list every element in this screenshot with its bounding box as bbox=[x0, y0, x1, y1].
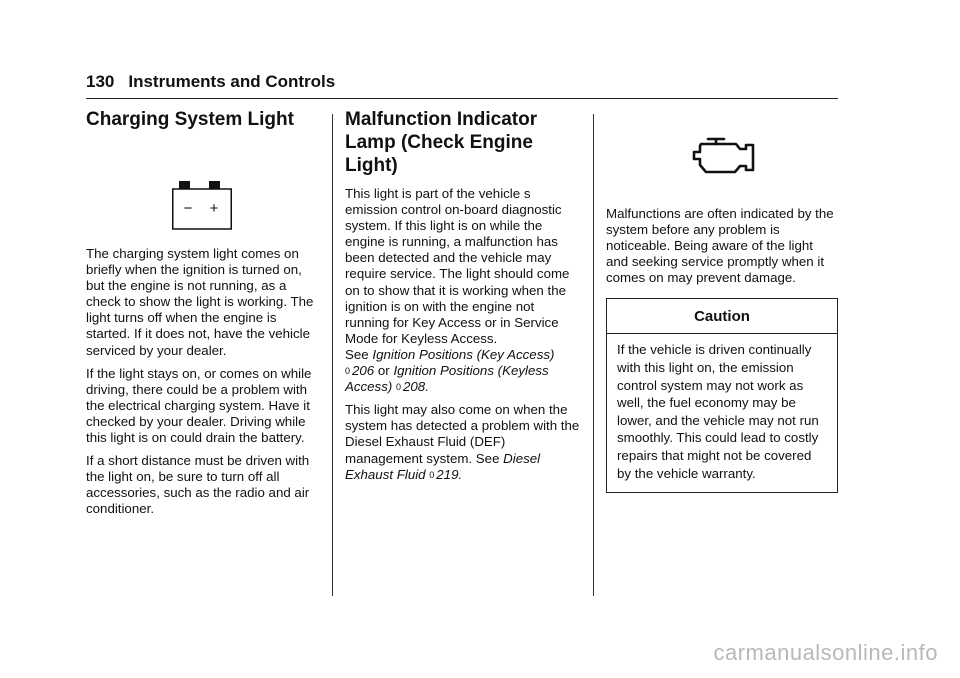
ref-page-208[interactable]: 208 bbox=[403, 379, 426, 395]
paragraph-3: If a short distance must be driven with the light on, be sure to turn off all accessories, such as the radio and air conditioner. bbox=[86, 453, 310, 517]
engine-icon-wrap bbox=[606, 108, 838, 206]
ref-page-219[interactable]: 219 bbox=[436, 466, 459, 482]
or-text: or bbox=[377, 363, 390, 379]
paragraph-1: This light is part of the vehicle s emission control on-board diagnostic system. If this light is on while the engine is running, a malfunction has been detected and the vehicle may require service. The light should come on to show that it is working when the ignition is on with the engine not running for Key Access or in Service Mode for Keyless Access. bbox=[345, 186, 570, 346]
caution-body: If the vehicle is driven continually with this light on, the emission control system may not work as well, the fuel economy may be lower, and the vehicle may not run smoothly. This could lead to costly repairs that might not be covered by the vehicle warranty. bbox=[617, 342, 819, 481]
paragraph-2: If the light stays on, or comes on while driving, there could be a problem with the electrical charging system. Have it checked by your dealer. Driving while this light is on could drain the battery. bbox=[86, 365, 312, 446]
see-text: See bbox=[345, 346, 369, 362]
page-header bbox=[86, 72, 838, 92]
header-rule bbox=[86, 98, 838, 99]
paragraph-1: Malfunctions are often indicated by the system before any problem is noticeable. Being aware of the light and seeking service promptly when it comes on may prevent damage. bbox=[606, 206, 834, 286]
period: . bbox=[425, 379, 429, 395]
battery-icon-wrap bbox=[86, 131, 320, 246]
watermark: carmanualsonline.info bbox=[713, 640, 938, 665]
engine-icon bbox=[690, 132, 756, 178]
page-ref-arrow-icon: 0 bbox=[429, 469, 435, 480]
column-malfunction-indicator bbox=[345, 108, 580, 490]
ref-page-206[interactable]: 206 bbox=[352, 363, 375, 379]
page-ref-arrow-icon: 0 bbox=[345, 366, 351, 377]
paragraph-see-references bbox=[345, 347, 580, 395]
page-ref-arrow-icon: 0 bbox=[396, 382, 402, 393]
heading-charging-system-light: Charging System Light bbox=[86, 109, 294, 130]
period: . bbox=[458, 466, 463, 482]
battery-icon bbox=[172, 181, 233, 237]
column-charging-system bbox=[86, 108, 320, 525]
heading-malfunction-indicator-lamp: Malfunction Indicator Lamp (Check Engine Light) bbox=[345, 109, 538, 176]
section-title: Instruments and Controls bbox=[128, 72, 336, 91]
ref-diesel-exhaust-fluid[interactable]: Diesel Exhaust Fluid bbox=[345, 450, 541, 482]
page-number: 130 bbox=[86, 72, 115, 91]
battery-plus-symbol: + bbox=[209, 200, 219, 217]
ref-ignition-key-access[interactable]: Ignition Positions (Key Access) bbox=[372, 346, 555, 362]
caution-title: Caution bbox=[607, 299, 837, 334]
column-divider-1 bbox=[332, 114, 333, 596]
paragraph-1: The charging system light comes on briefly when the ignition is turned on, but the engine is not running, as a check to show the light is working. The light turns off when the engine is started. If it does not, have the vehicle serviced by your dealer. bbox=[86, 246, 314, 358]
caution-box bbox=[606, 298, 838, 493]
column-divider-2 bbox=[593, 114, 594, 596]
column-malfunction-details bbox=[606, 108, 838, 493]
battery-minus-symbol: − bbox=[183, 200, 193, 217]
paragraph-def bbox=[345, 402, 580, 482]
paragraph-def-text: This light may also come on when the system has detected a problem with the Diesel Exhaust Fluid (DEF) management system. See bbox=[345, 402, 580, 466]
ref-ignition-keyless-access[interactable]: Ignition Positions (Keyless Access) bbox=[345, 363, 549, 395]
